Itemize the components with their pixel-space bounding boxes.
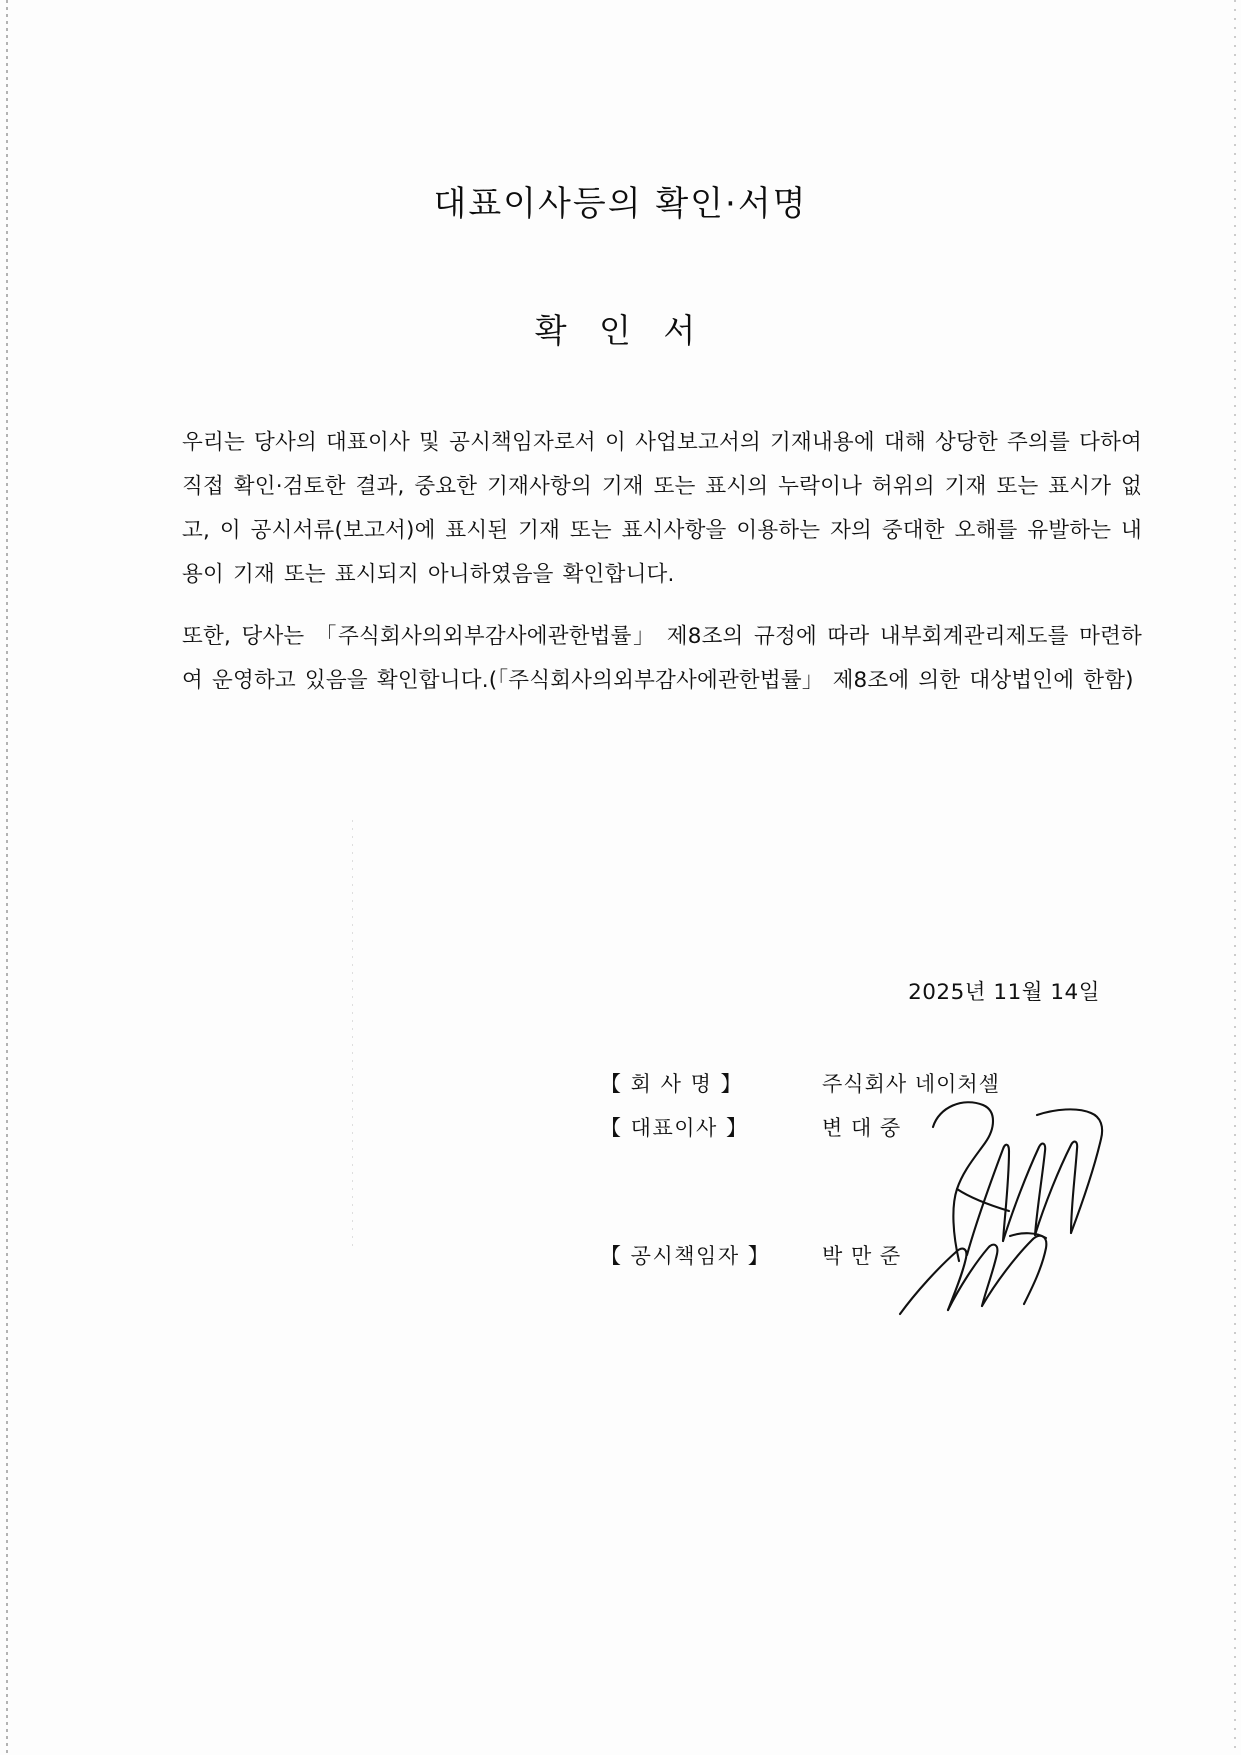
company-name-label: 【 회 사 명 】 xyxy=(600,1072,744,1096)
company-name-value: 주식회사 네이처셀 xyxy=(822,1072,1000,1096)
scan-edge-artifact-middle xyxy=(352,820,353,1250)
scan-edge-artifact-right xyxy=(1234,0,1236,1755)
scan-edge-artifact-left xyxy=(6,0,8,1755)
paragraph-confirmation-statement: 우리는 당사의 대표이사 및 공시책임자로서 이 사업보고서의 기재내용에 대해 상당한 주의를 다하여 직접 확인·검토한 결과, 중요한 기재사항의 기재 또는 표시의 누락이나 허위의 기재 또는 표시가 없고, 이 공시서류(보고서)에 표시된 기재 또는 표시사항을 이용하는 자의 중대한 오해를 유발하는 내용이 기재 또는 표시되지 아니하였음을 확인합니다. xyxy=(182,430,1142,587)
paragraph-internal-accounting-statement: 또한, 당사는 「주식회사의외부감사에관한법률」 제8조의 규정에 따라 내부회계관리제도를 마련하여 운영하고 있음을 확인합니다.(「주식회사의외부감사에관한법률」 제8조에 의한 대상법인에 한함) xyxy=(182,624,1142,693)
signature-block xyxy=(600,1068,1160,1156)
disclosure-officer-label: 【 공시책임자 】 xyxy=(600,1244,771,1268)
disclosure-officer-name-value: 박 만 준 xyxy=(822,1244,902,1268)
document-subtitle: 확 인 서 xyxy=(534,311,707,350)
page-title: 대표이사등의 확인·서명 xyxy=(433,184,808,224)
ceo-name-value: 변 대 중 xyxy=(822,1116,902,1140)
disclosure-officer-handwritten-signature-icon xyxy=(890,1218,1070,1328)
signature-row-disclosure-officer xyxy=(600,1240,1160,1270)
document-date: 2025년 11월 14일 xyxy=(908,980,1100,1005)
signature-row-ceo xyxy=(600,1112,1160,1142)
ceo-label: 【 대표이사 】 xyxy=(600,1116,749,1140)
signature-row-company xyxy=(600,1068,1160,1098)
